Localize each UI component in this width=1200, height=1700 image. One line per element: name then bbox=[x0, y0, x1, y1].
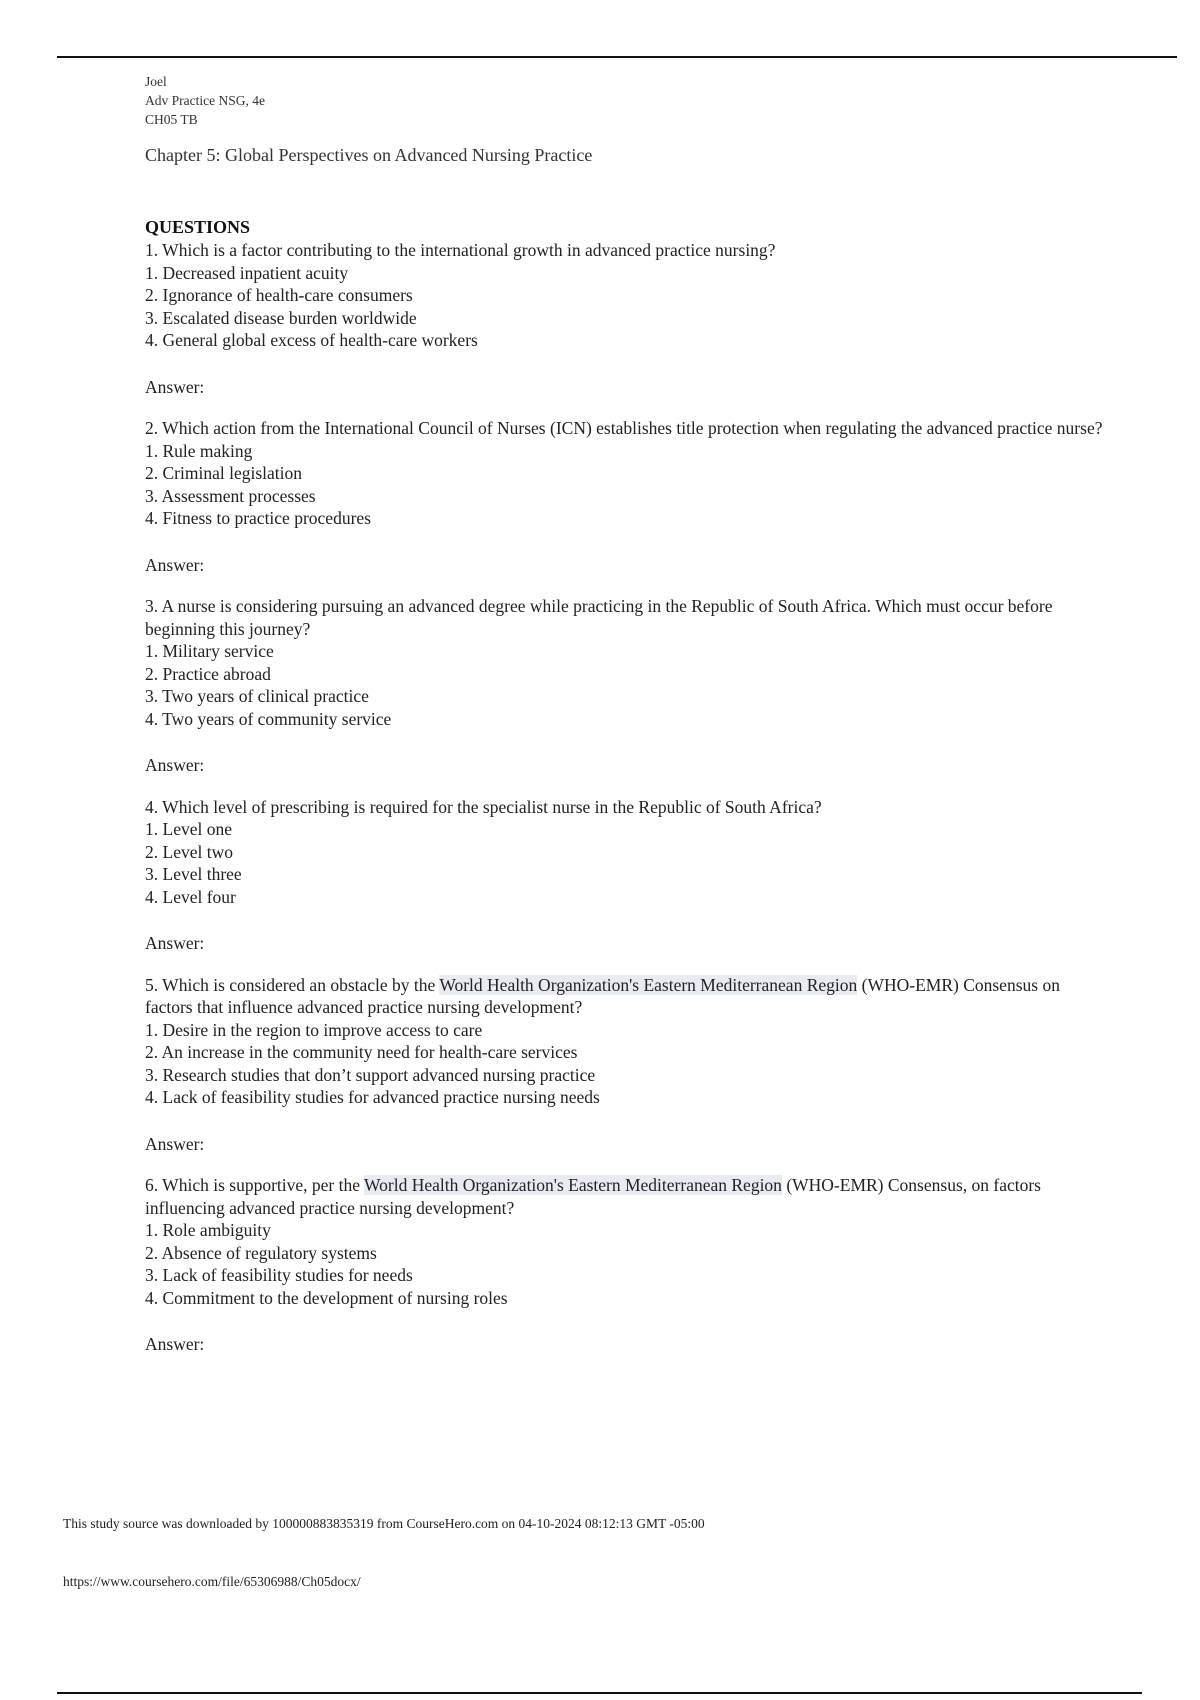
question-stem-text: (WHO-EMR) Consensus, on factors influencing advanced practice nursing development? bbox=[145, 1175, 1041, 1218]
answer-option: 3. Research studies that don’t support advanced nursing practice bbox=[145, 1064, 596, 1085]
question-stem-text: 1. Which is a factor contributing to the international growth in advanced practice nursing? bbox=[145, 240, 776, 260]
answer-option: 4. Lack of feasibility studies for advanced practice nursing needs bbox=[145, 1087, 600, 1107]
answer-option: 2. Level two bbox=[145, 841, 233, 862]
answer-option: 2. An increase in the community need for health-care services bbox=[145, 1042, 578, 1062]
highlighted-text: World Health Organization's Eastern Mediterranean Region bbox=[439, 974, 858, 995]
question-3 bbox=[145, 595, 1105, 730]
header-code: CH05 TB bbox=[145, 112, 198, 127]
answer-option: 1. Desire in the region to improve access to care bbox=[145, 1019, 483, 1040]
answer-label: Answer: bbox=[145, 1334, 205, 1354]
top-rule bbox=[57, 56, 1177, 58]
answer-label: Answer: bbox=[145, 554, 205, 575]
question-1 bbox=[145, 239, 1105, 352]
question-4 bbox=[145, 796, 1105, 909]
question-stem bbox=[145, 796, 1105, 819]
answer-option: 1. Role ambiguity bbox=[145, 1220, 271, 1240]
question-stem-text: 4. Which level of prescribing is required for the specialist nurse in the Republic of South Africa? bbox=[145, 796, 822, 817]
question-stem bbox=[145, 239, 1105, 262]
question-stem-text: 6. Which is supportive, per the bbox=[145, 1175, 365, 1195]
answer-option: 4. Commitment to the development of nursing roles bbox=[145, 1287, 508, 1308]
question-stem-text: 5. Which is considered an obstacle by the bbox=[145, 974, 440, 995]
question-stem bbox=[145, 1174, 1105, 1219]
answer-label: Answer: bbox=[145, 376, 205, 397]
answer-option: 2. Practice abroad bbox=[145, 663, 271, 684]
answer-option: 1. Rule making bbox=[145, 440, 253, 461]
section-heading: QUESTIONS bbox=[145, 217, 251, 237]
footer-url: https://www.coursehero.com/file/65306988/Ch05docx/ bbox=[63, 1574, 361, 1589]
answer-option: 3. Escalated disease burden worldwide bbox=[145, 307, 417, 328]
chapter-title: Chapter 5: Global Perspectives on Advanced Nursing Practice bbox=[145, 145, 593, 165]
question-stem bbox=[145, 595, 1105, 640]
question-5 bbox=[145, 974, 1105, 1109]
answer-label: Answer: bbox=[145, 933, 205, 953]
question-stem-text: 2. Which action from the International Council of Nurses (ICN) establishes title protection when regulating the advanced practice nurse? bbox=[145, 418, 1103, 438]
answer-option: 1. Military service bbox=[145, 641, 274, 661]
answer-option: 3. Two years of clinical practice bbox=[145, 686, 369, 706]
question-stem-text: 3. A nurse is considering pursuing an advanced degree while practicing in the Republic of South Africa. Which must occur before beginning this journey? bbox=[145, 596, 1053, 639]
answer-option: 4. Two years of community service bbox=[145, 708, 392, 729]
answer-option: 3. Level three bbox=[145, 864, 242, 884]
document-body bbox=[145, 72, 1105, 1375]
header-author: Joel bbox=[145, 74, 167, 89]
answer-option: 4. Level four bbox=[145, 886, 236, 907]
answer-option: 4. Fitness to practice procedures bbox=[145, 508, 371, 528]
answer-option: 3. Lack of feasibility studies for needs bbox=[145, 1265, 413, 1285]
question-6 bbox=[145, 1174, 1105, 1309]
answer-option: 1. Decreased inpatient acuity bbox=[145, 262, 349, 283]
question-stem bbox=[145, 974, 1105, 1019]
answer-option: 4. General global excess of health-care workers bbox=[145, 330, 478, 350]
answer-option: 1. Level one bbox=[145, 819, 232, 839]
answer-option: 2. Ignorance of health-care consumers bbox=[145, 285, 413, 305]
answer-label: Answer: bbox=[145, 755, 205, 775]
answer-label: Answer: bbox=[145, 1133, 205, 1154]
answer-option: 2. Absence of regulatory systems bbox=[145, 1242, 377, 1263]
answer-option: 3. Assessment processes bbox=[145, 485, 316, 506]
header-book: Adv Practice NSG, 4e bbox=[145, 93, 265, 108]
question-stem bbox=[145, 417, 1105, 440]
question-list bbox=[145, 239, 1105, 1356]
question-2 bbox=[145, 417, 1105, 530]
answer-option: 2. Criminal legislation bbox=[145, 463, 302, 483]
footer-source-note: This study source was downloaded by 100000883835319 from CourseHero.com on 04-10-2024 08:12:13 GMT -05:00 bbox=[63, 1516, 705, 1531]
highlighted-text: World Health Organization's Eastern Mediterranean Region bbox=[364, 1175, 782, 1195]
bottom-rule bbox=[57, 1692, 1142, 1694]
question-stem-text: (WHO-EMR) Consensus on factors that influence advanced practice nursing development? bbox=[145, 974, 1060, 1017]
